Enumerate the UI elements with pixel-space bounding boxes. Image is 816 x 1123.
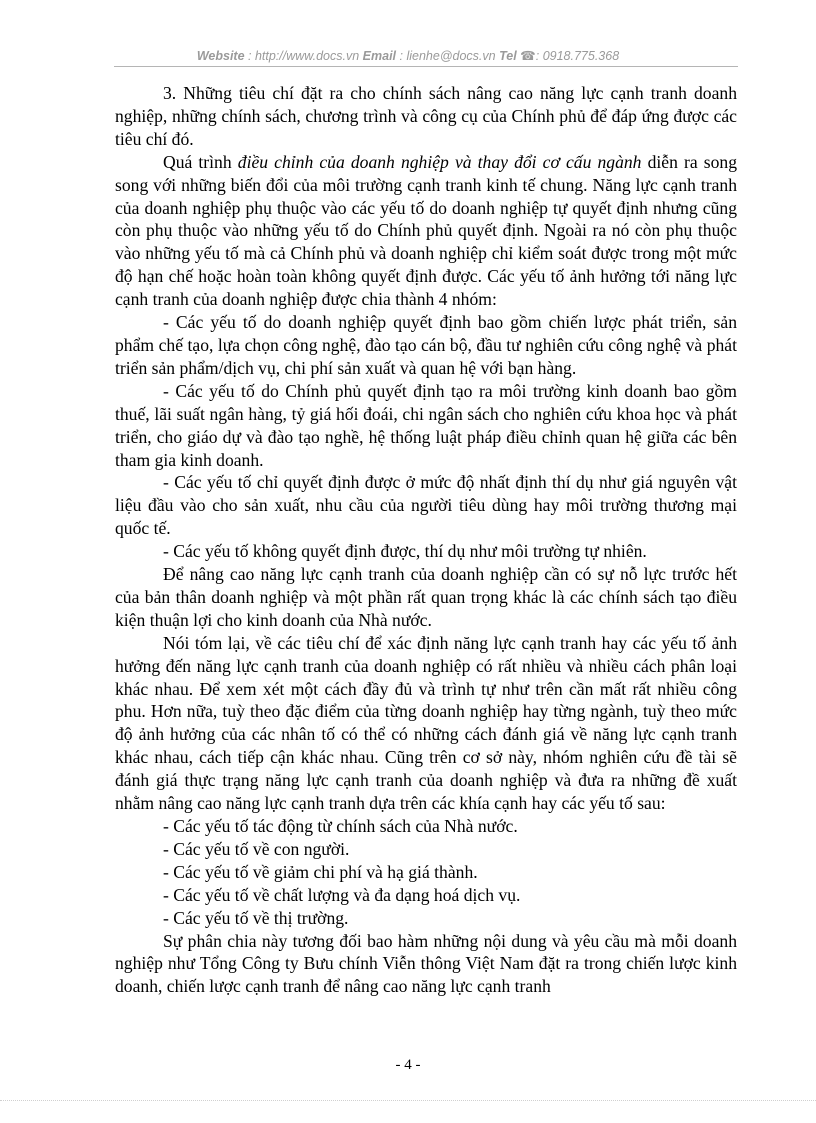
header-divider <box>114 66 738 67</box>
page-bottom-divider <box>0 1100 816 1101</box>
tel-number: : 0918.775.368 <box>535 49 620 63</box>
paragraph-improvement-effort: Để nâng cao năng lực cạnh tranh của doanh nghiệp cần có sự nỗ lực trước hết của bản thân doanh nghiệp và một phần rất quan trọng khác là các chính sách tạo điều kiện thuận lợi cho kinh doanh của Nhà nước. <box>115 564 737 630</box>
list-item-people: - Các yếu tố về con người. <box>163 838 350 859</box>
website-url[interactable]: : http://www.docs.vn <box>248 49 360 63</box>
paragraph-summary: Nói tóm lại, về các tiêu chí để xác định năng lực cạnh tranh hay các yếu tố ảnh hưởng đến năng lực cạnh tranh của doanh nghiệp có rất nhiều và nhiều cách phân loại khác nhau. Để xem xét một cách đầy đủ và trình tự như trên cần mất rất nhiều công phu. Hơn nữa, tuỳ theo đặc điểm của từng doanh nghiệp hay từng ngành, tuỳ theo mức độ ảnh hưởng của các nhân tố có thể có những cách đánh giá về năng lực cạnh tranh khác nhau, cách tiếp cận khác nhau. Cũng trên cơ sở này, nhóm nghiên cứu đề tài sẽ đánh giá thực trạng năng lực cạnh tranh của doanh nghiệp và đưa ra những đề xuất nhằm nâng cao năng lực cạnh tranh dựa trên các khía cạnh hay các yếu tố sau: <box>115 632 737 814</box>
para2-rest: diễn ra song song với những biến đổi của môi trường cạnh tranh kinh tế chung. Năng lực cạnh tranh của doanh nghiệp phụ thuộc vào các yếu tố do doanh nghiệp tự quyết định nhưng cũng còn phụ thuộc vào những yếu tố do Chính phủ quyết định. Ngoài ra nó còn phụ thuộc vào những yếu tố mà cả Chính phủ và doanh nghiệp chỉ kiểm soát được trong một mức độ hạn chế hoặc hoàn toàn không quyết định được. Các yếu tố ảnh hưởng tới năng lực cạnh tranh của doanh nghiệp được chia thành 4 nhóm: <box>115 151 737 310</box>
bullet-enterprise-factors: - Các yếu tố do doanh nghiệp quyết định bao gồm chiến lược phát triển, sản phẩm chế tạo, lựa chọn công nghệ, đào tạo cán bộ, đầu tư nghiên cứu công nghệ và phát triển sản phẩm/dịch vụ, chi phí sản xuất và quan hệ với bạn hàng. <box>115 312 737 378</box>
list-item-policy: - Các yếu tố tác động từ chính sách của Nhà nước. <box>163 816 518 836</box>
website-label: Website <box>196 49 245 63</box>
para2-start: Quá trình <box>163 151 238 172</box>
list-item-cost: - Các yếu tố về giảm chi phí và hạ giá thành. <box>163 861 478 882</box>
paragraph-classification: Sự phân chia này tương đối bao hàm những nội dung và yêu cầu mà mỗi doanh nghiệp như Tổng Công ty Bưu chính Viễn thông Việt Nam đặt ra trong chiến lược kinh doanh, chiến lược cạnh tranh để nâng cao năng lực cạnh tranh <box>115 930 737 997</box>
document-body <box>115 82 737 998</box>
list-item-quality: - Các yếu tố về chất lượng và đa dạng hoá dịch vụ. <box>163 884 521 905</box>
para2-italic: điều chỉnh của doanh nghiệp và thay đổi cơ cấu ngành <box>237 151 642 172</box>
bullet-uncontrollable-factors: - Các yếu tố không quyết định được, thí dụ như môi trường tự nhiên. <box>163 541 647 562</box>
email-address[interactable]: : lienhe@docs.vn <box>399 49 496 63</box>
paragraph-adjustment-process <box>115 151 737 311</box>
email-label: Email <box>362 49 397 63</box>
page-number: - 4 - <box>395 1057 421 1073</box>
list-item-market: - Các yếu tố về thị trường. <box>163 907 349 928</box>
telephone-icon: ☎ <box>520 49 536 63</box>
paragraph-criteria: 3. Những tiêu chí đặt ra cho chính sách nâng cao năng lực cạnh tranh doanh nghiệp, những chính sách, chương trình và công cụ của Chính phủ để đáp ứng được các tiêu chí đó. <box>115 83 737 149</box>
page-header <box>0 48 816 63</box>
bullet-partial-factors: - Các yếu tố chỉ quyết định được ở mức độ nhất định thí dụ như giá nguyên vật liệu đầu vào cho sản xuất, nhu cầu của người tiêu dùng hay môi trường thương mại quốc tế. <box>115 472 737 539</box>
tel-label: Tel <box>499 49 517 63</box>
bullet-government-factors: - Các yếu tố do Chính phủ quyết định tạo ra môi trường kinh doanh bao gồm thuế, lãi suất ngân hàng, tỷ giá hối đoái, chi ngân sách cho nghiên cứu khoa học và phát triển, cho giáo dự và đào tạo nghề, hệ thống luật pháp điều chỉnh quan hệ giữa các bên tham gia kinh doanh. <box>115 380 737 470</box>
